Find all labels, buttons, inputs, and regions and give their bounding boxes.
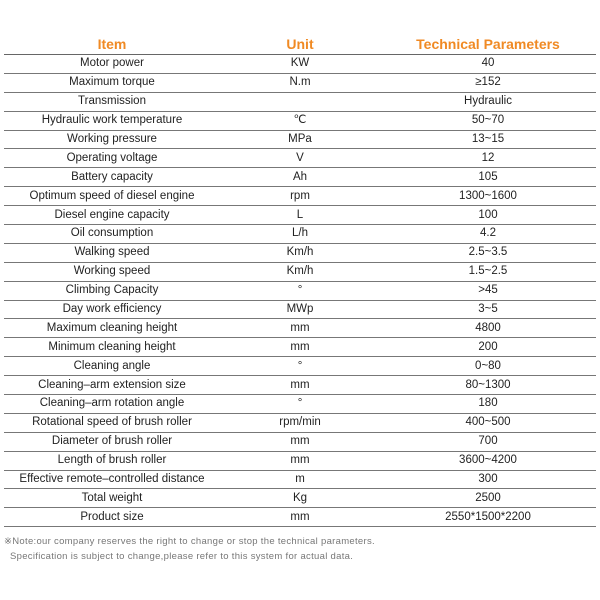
unit-cell: Km/h (220, 243, 380, 262)
unit-cell: KW (220, 55, 380, 74)
table-row (4, 55, 596, 74)
item-cell: Transmission (4, 92, 220, 111)
note-line-2: Specification is subject to change,please refer to this system for actual data. (10, 551, 354, 562)
table-row (4, 262, 596, 281)
table-row (4, 489, 596, 508)
table-row (4, 149, 596, 168)
param-cell: 180 (380, 395, 596, 414)
param-cell: 200 (380, 338, 596, 357)
unit-cell: ° (220, 357, 380, 376)
param-cell: 13~15 (380, 130, 596, 149)
table-row (4, 281, 596, 300)
unit-cell: N.m (220, 73, 380, 92)
table-row (4, 319, 596, 338)
param-cell: 700 (380, 432, 596, 451)
param-cell: 4.2 (380, 225, 596, 244)
param-cell: 1.5~2.5 (380, 262, 596, 281)
table-row (4, 357, 596, 376)
table-row (4, 206, 596, 225)
header-unit: Unit (220, 34, 380, 55)
unit-cell: mm (220, 376, 380, 395)
param-cell: 4800 (380, 319, 596, 338)
table-row (4, 508, 596, 527)
unit-cell: rpm/min (220, 413, 380, 432)
table-row (4, 73, 596, 92)
table-row (4, 225, 596, 244)
header-params: Technical Parameters (380, 34, 596, 55)
table-row (4, 470, 596, 489)
param-cell: >45 (380, 281, 596, 300)
unit-cell: mm (220, 319, 380, 338)
unit-cell: rpm (220, 187, 380, 206)
unit-cell: L (220, 206, 380, 225)
table-row (4, 111, 596, 130)
item-cell: Cleaning angle (4, 357, 220, 376)
table-row (4, 92, 596, 111)
unit-cell: ° (220, 395, 380, 414)
table-row (4, 413, 596, 432)
table-row (4, 451, 596, 470)
unit-cell: Km/h (220, 262, 380, 281)
header-row (4, 34, 596, 55)
unit-cell: Ah (220, 168, 380, 187)
param-cell: 40 (380, 55, 596, 74)
param-cell: 400~500 (380, 413, 596, 432)
table-row (4, 338, 596, 357)
unit-cell: ° (220, 281, 380, 300)
unit-cell: mm (220, 432, 380, 451)
header-item: Item (4, 34, 220, 55)
unit-cell (220, 92, 380, 111)
spec-table (4, 34, 596, 527)
param-cell: 50~70 (380, 111, 596, 130)
item-cell: Oil consumption (4, 225, 220, 244)
param-cell: 105 (380, 168, 596, 187)
param-cell: Hydraulic (380, 92, 596, 111)
table-row (4, 168, 596, 187)
item-cell: Diameter of brush roller (4, 432, 220, 451)
unit-cell: ℃ (220, 111, 380, 130)
item-cell: Rotational speed of brush roller (4, 413, 220, 432)
item-cell: Length of brush roller (4, 451, 220, 470)
table-row (4, 130, 596, 149)
param-cell: 2550*1500*2200 (380, 508, 596, 527)
param-cell: 80~1300 (380, 376, 596, 395)
table-row (4, 432, 596, 451)
unit-cell: L/h (220, 225, 380, 244)
unit-cell: m (220, 470, 380, 489)
note-line-1: ※Note:our company reserves the right to change or stop the technical parameters. (4, 536, 375, 547)
item-cell: Diesel engine capacity (4, 206, 220, 225)
table-row (4, 300, 596, 319)
param-cell: 2500 (380, 489, 596, 508)
item-cell: Working speed (4, 262, 220, 281)
item-cell: Motor power (4, 55, 220, 74)
item-cell: Cleaning–arm rotation angle (4, 395, 220, 414)
item-cell: Hydraulic work temperature (4, 111, 220, 130)
item-cell: Walking speed (4, 243, 220, 262)
item-cell: Battery capacity (4, 168, 220, 187)
param-cell: 1300~1600 (380, 187, 596, 206)
item-cell: Product size (4, 508, 220, 527)
item-cell: Effective remote–controlled distance (4, 470, 220, 489)
item-cell: Operating voltage (4, 149, 220, 168)
table-row (4, 376, 596, 395)
item-cell: Day work efficiency (4, 300, 220, 319)
item-cell: Maximum cleaning height (4, 319, 220, 338)
item-cell: Minimum cleaning height (4, 338, 220, 357)
table-row (4, 187, 596, 206)
param-cell: 0~80 (380, 357, 596, 376)
table-row (4, 243, 596, 262)
param-cell: 300 (380, 470, 596, 489)
table-row (4, 395, 596, 414)
unit-cell: mm (220, 338, 380, 357)
param-cell: 3600~4200 (380, 451, 596, 470)
item-cell: Optimum speed of diesel engine (4, 187, 220, 206)
unit-cell: V (220, 149, 380, 168)
param-cell: 100 (380, 206, 596, 225)
param-cell: 2.5~3.5 (380, 243, 596, 262)
unit-cell: mm (220, 451, 380, 470)
unit-cell: mm (220, 508, 380, 527)
item-cell: Cleaning–arm extension size (4, 376, 220, 395)
unit-cell: Kg (220, 489, 380, 508)
param-cell: 12 (380, 149, 596, 168)
item-cell: Maximum torque (4, 73, 220, 92)
unit-cell: MWp (220, 300, 380, 319)
param-cell: ≥152 (380, 73, 596, 92)
item-cell: Working pressure (4, 130, 220, 149)
item-cell: Climbing Capacity (4, 281, 220, 300)
unit-cell: MPa (220, 130, 380, 149)
item-cell: Total weight (4, 489, 220, 508)
param-cell: 3~5 (380, 300, 596, 319)
